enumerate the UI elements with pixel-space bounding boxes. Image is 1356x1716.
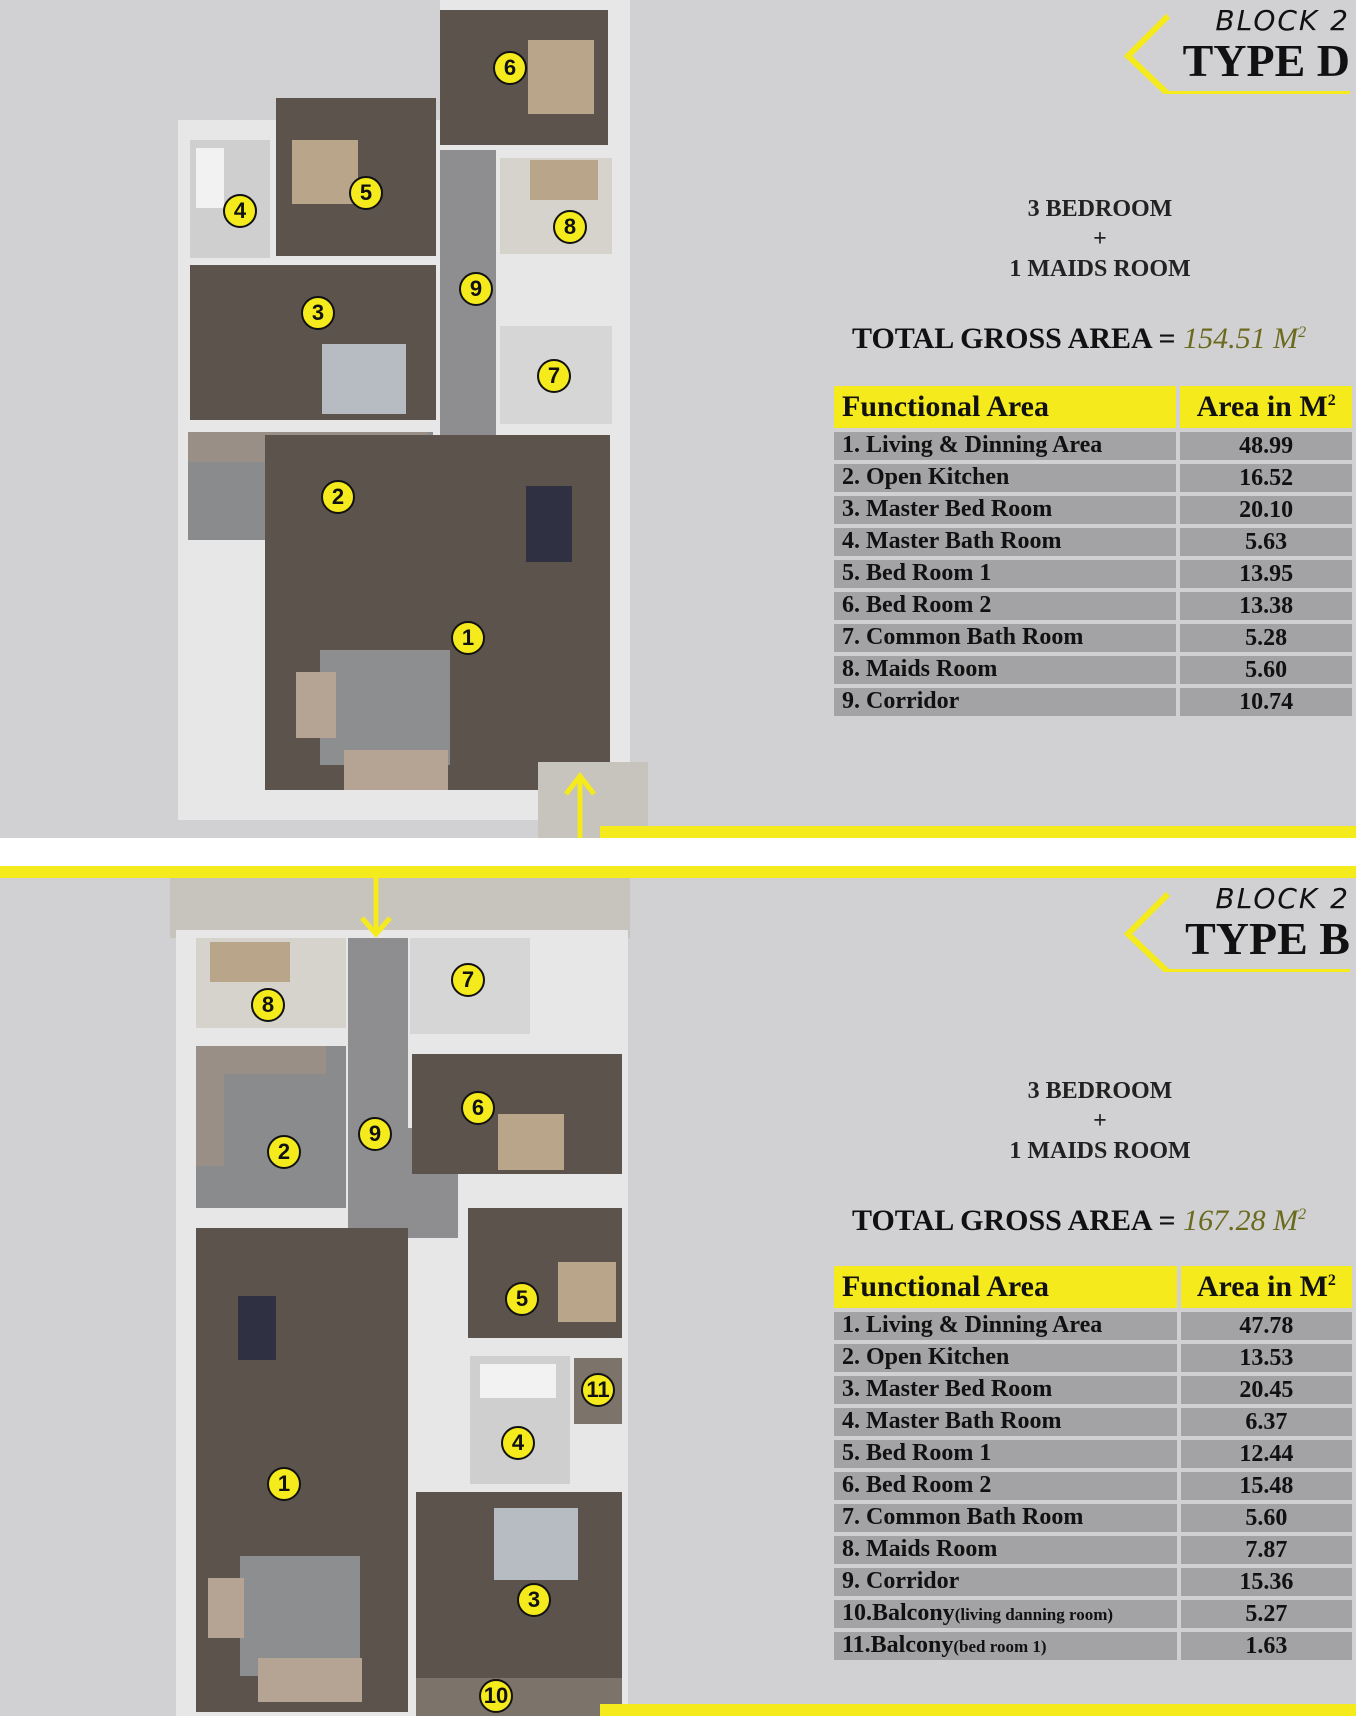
table-row (834, 1600, 1352, 1628)
room-name-cell: 8. Maids Room (834, 656, 1176, 684)
summary-line-2: 1 MAIDS ROOM (1009, 1138, 1191, 1164)
summary-plus: + (1093, 226, 1107, 252)
room-name-cell: 5. Bed Room 1 (834, 1440, 1177, 1468)
table-row (834, 1376, 1352, 1404)
table-row (834, 1408, 1352, 1436)
room-area-cell: 6.37 (1181, 1408, 1352, 1436)
room-number-label: 9 (368, 1121, 382, 1146)
room-name-cell: 6. Bed Room 2 (834, 592, 1176, 620)
table-row (834, 688, 1352, 716)
gross-area-value: 167.28 $M^2$ (1183, 1204, 1307, 1237)
room-area-cell: 20.10 (1180, 496, 1352, 524)
room-number-label: 5 (359, 180, 373, 205)
floorplan-drawing-type-d (0, 0, 660, 838)
room-number-label: 3 (527, 1587, 541, 1612)
room-area-cell: 1.63 (1181, 1632, 1352, 1660)
gross-area-label: TOTAL GROSS AREA = (852, 1204, 1176, 1237)
block-header (1120, 882, 1350, 968)
table-header-row (834, 386, 1352, 428)
room-number-label: 2 (331, 484, 345, 509)
room-area-cell: 15.36 (1181, 1568, 1352, 1596)
room-number-label: 7 (461, 967, 475, 992)
room-number-label: 9 (469, 276, 483, 301)
room-name-cell: 1. Living & Dinning Area (834, 1312, 1177, 1340)
gross-area-value: 154.51 $M^2$ (1183, 322, 1307, 355)
room-number-label: 8 (261, 992, 275, 1017)
table-row (834, 1536, 1352, 1564)
block-label: BLOCK 2 (1215, 882, 1350, 915)
table-row (834, 1632, 1352, 1660)
room-number-label: 8 (563, 214, 577, 239)
accent-bar-bottom (600, 1704, 1356, 1716)
summary-line-2: 1 MAIDS ROOM (1009, 256, 1191, 282)
room-area-cell: 48.99 (1180, 432, 1352, 460)
room-name-cell: 10.Balcony(living danning room) (834, 1600, 1177, 1628)
table-row (834, 592, 1352, 620)
table-row (834, 432, 1352, 460)
room-area-cell: 5.63 (1180, 528, 1352, 556)
total-gross-area (852, 322, 1352, 356)
header-functional-area: Functional Area (834, 386, 1176, 428)
floorplan-panel-type-d (0, 0, 1356, 838)
table-row (834, 528, 1352, 556)
header-functional-area: Functional Area (834, 1266, 1177, 1308)
room-name-cell: 2. Open Kitchen (834, 464, 1176, 492)
room-name-cell: 9. Corridor (834, 1568, 1177, 1596)
table-row (834, 496, 1352, 524)
room-name-cell: 4. Master Bath Room (834, 528, 1176, 556)
room-area-cell: 15.48 (1181, 1472, 1352, 1500)
room-area-cell: 5.60 (1180, 656, 1352, 684)
room-area-cell: 13.95 (1180, 560, 1352, 588)
room-balcony-living (416, 1678, 622, 1716)
table-row (834, 656, 1352, 684)
room-name-cell: 6. Bed Room 2 (834, 1472, 1177, 1500)
room-number-label: 1 (461, 625, 475, 650)
table-row (834, 1472, 1352, 1500)
room-area-cell: 5.28 (1180, 624, 1352, 652)
table-row (834, 1504, 1352, 1532)
table-row (834, 464, 1352, 492)
room-name-cell: 8. Maids Room (834, 1536, 1177, 1564)
room-number-label: 6 (471, 1095, 485, 1120)
functional-area-table (830, 382, 1356, 720)
block-label: BLOCK 2 (1215, 4, 1350, 37)
room-summary (960, 194, 1240, 284)
accent-bar-bottom (600, 826, 1356, 838)
room-area-cell: 13.38 (1180, 592, 1352, 620)
room-number-label: 7 (547, 363, 561, 388)
room-summary (960, 1076, 1240, 1166)
header-area: Area in $M^2$ (1180, 386, 1352, 428)
room-area-cell: 10.74 (1180, 688, 1352, 716)
gross-area-label: TOTAL GROSS AREA = (852, 322, 1176, 355)
room-number-label: 3 (311, 300, 325, 325)
room-area-cell: 5.27 (1181, 1600, 1352, 1628)
room-area-cell: 5.60 (1181, 1504, 1352, 1532)
room-number-label: 10 (483, 1683, 509, 1708)
room-name-cell: 4. Master Bath Room (834, 1408, 1177, 1436)
summary-line-1: 3 BEDROOM (1027, 196, 1173, 222)
room-number-label: 4 (233, 198, 247, 223)
room-number-label: 1 (277, 1471, 291, 1496)
room-number-label: 4 (511, 1430, 525, 1455)
total-gross-area (852, 1204, 1352, 1238)
room-area-cell: 13.53 (1181, 1344, 1352, 1372)
room-name-cell: 3. Master Bed Room (834, 1376, 1177, 1404)
table-row (834, 560, 1352, 588)
room-name-cell: 7. Common Bath Room (834, 1504, 1177, 1532)
room-area-cell: 47.78 (1181, 1312, 1352, 1340)
room-area-cell: 16.52 (1180, 464, 1352, 492)
table-row (834, 1344, 1352, 1372)
room-name-cell: 3. Master Bed Room (834, 496, 1176, 524)
type-label: TYPE D (1182, 35, 1350, 86)
room-name-cell: 2. Open Kitchen (834, 1344, 1177, 1372)
table-header-row (834, 1266, 1352, 1308)
accent-bar-top (0, 866, 1356, 878)
room-area-cell: 20.45 (1181, 1376, 1352, 1404)
block-header (1120, 4, 1350, 90)
room-number-label: 6 (503, 55, 517, 80)
table-row (834, 1568, 1352, 1596)
room-area-cell: 7.87 (1181, 1536, 1352, 1564)
room-number-label: 5 (515, 1286, 529, 1311)
header-area: Area in $M^2$ (1181, 1266, 1352, 1308)
floorplan-drawing-type-b (0, 878, 660, 1716)
functional-area-table (830, 1262, 1356, 1664)
room-area-cell: 12.44 (1181, 1440, 1352, 1468)
summary-plus: + (1093, 1108, 1107, 1134)
table-row (834, 1440, 1352, 1468)
room-name-cell: 9. Corridor (834, 688, 1176, 716)
floorplan-panel-type-b (0, 878, 1356, 1716)
room-name-cell: 1. Living & Dinning Area (834, 432, 1176, 460)
type-label: TYPE B (1185, 913, 1350, 964)
room-name-cell: 11.Balcony(bed room 1) (834, 1632, 1177, 1660)
summary-line-1: 3 BEDROOM (1027, 1078, 1173, 1104)
room-name-cell: 7. Common Bath Room (834, 624, 1176, 652)
table-row (834, 1312, 1352, 1340)
room-number-label: 2 (277, 1139, 291, 1164)
room-name-cell: 5. Bed Room 1 (834, 560, 1176, 588)
table-row (834, 624, 1352, 652)
room-number-label: 11 (586, 1377, 610, 1402)
